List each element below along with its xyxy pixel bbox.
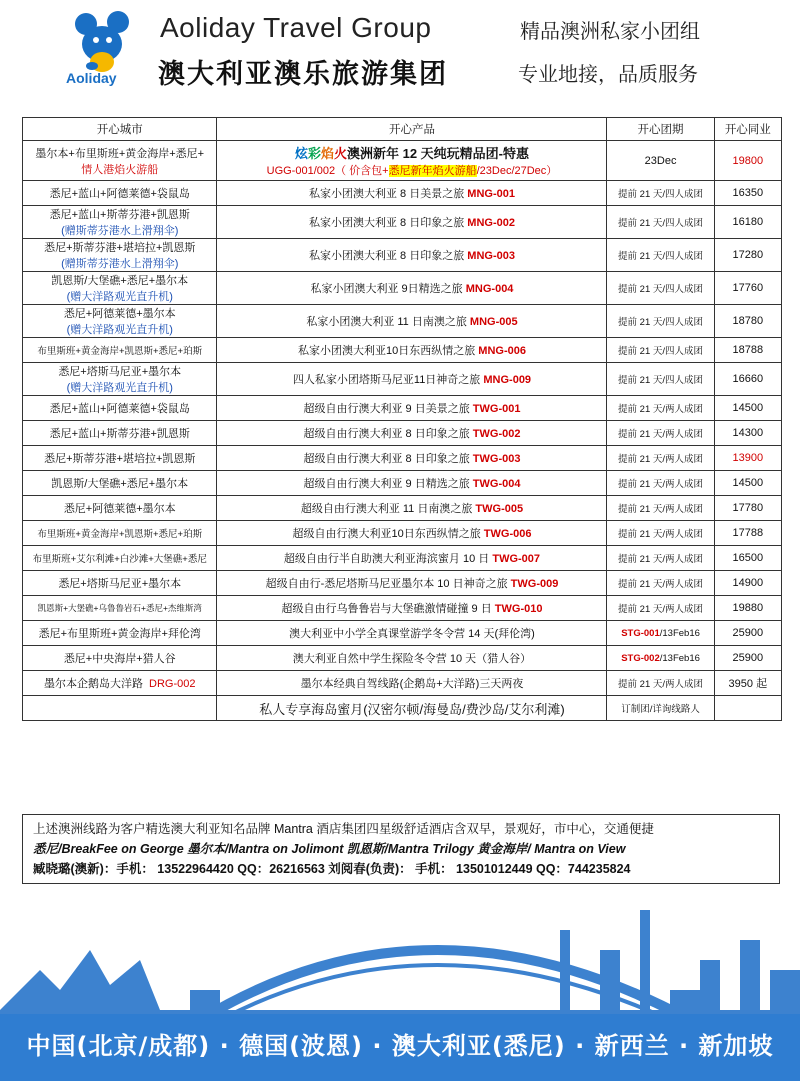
city-name: 布里斯班+艾尔利滩+白沙滩+大堡礁+悉尼 [32, 554, 207, 565]
product-cell [217, 181, 607, 206]
info-line-2: 悉尼/BreakFee on George 墨尔本/Mantra on Jolimont 凯恩斯/Mantra Trilogy 黄金海岸/ Mantra on View [33, 842, 626, 856]
price-cell [714, 696, 781, 721]
product-code: TWG-006 [483, 528, 532, 540]
header-product: 开心产品 [217, 118, 607, 141]
product-code-mid: 价含包+ [346, 165, 389, 177]
product-cell [217, 396, 607, 421]
date-cell [607, 305, 714, 338]
title-char: 彩 [307, 146, 321, 161]
city-cell [23, 546, 217, 571]
header-city: 开心城市 [23, 118, 217, 141]
city-name: 布里斯班+黄金海岸+凯恩斯+悉尼+珀斯 [37, 529, 203, 540]
city-cell [23, 596, 217, 621]
product-code: MNG-002 [467, 217, 515, 229]
product-cell [217, 338, 607, 363]
product-name: 私家小团澳大利亚10日东西纵情之旅 [297, 345, 476, 357]
date-cell [607, 596, 714, 621]
product-name: 私家小团澳大利亚 8 日印象之旅 [308, 217, 465, 229]
city-bonus: (赠大洋路观光直升机) [66, 382, 173, 394]
city-name: 凯恩斯/大堡礁+悉尼+墨尔本 [51, 478, 189, 490]
city-cell [23, 571, 217, 596]
city-cell [23, 305, 217, 338]
city-name: 悉尼+塔斯马尼亚+墨尔本 [58, 578, 182, 590]
city-bonus: (赠斯蒂芬港水上滑翔伞) [61, 225, 179, 237]
product-name: 私家小团澳大利亚 8 日美景之旅 [308, 188, 465, 200]
product-code: MNG-005 [469, 316, 518, 328]
price-cell: 16180 [714, 206, 781, 239]
date-cell [607, 521, 714, 546]
product-cell [217, 696, 607, 721]
date-cell: 23Dec [607, 141, 714, 181]
product-title [219, 143, 604, 162]
city-name: 悉尼+蓝山+斯蒂芬港+凯恩斯 [49, 428, 190, 440]
city-cell [23, 421, 217, 446]
product-name: 私人专享海岛蜜月(汉密尔顿/海曼岛/费沙岛/艾尔利滩) [259, 701, 565, 717]
product-cell [217, 471, 607, 496]
product-code: UGG-001/002（ [266, 165, 347, 177]
city-line-1: 墨尔本+布里斯班+黄金海岸+悉尼+ [35, 147, 205, 160]
date-value: 提前 21 天/四人成团 [618, 284, 704, 295]
city-cell [23, 646, 217, 671]
product-name: 超级自由行澳大利亚 9 日美景之旅 [303, 403, 470, 415]
product-name: 澳大利亚中小学全真课堂游学冬令营 14 天(拜伦湾) [289, 628, 535, 640]
city-name: 墨尔本企鹅岛大洋路 [44, 678, 143, 690]
product-name: 超级自由行澳大利亚 8 日印象之旅 [303, 428, 470, 440]
date-value: 提前 21 天/两人成团 [618, 504, 704, 515]
city-cell [23, 521, 217, 546]
date-cell [607, 239, 714, 272]
product-cell [217, 239, 607, 272]
price-cell: 16660 [714, 363, 781, 396]
date-value: 提前 21 天/四人成团 [618, 189, 704, 200]
brand-name-en: Aoliday Travel Group [160, 12, 432, 43]
city-cell [23, 396, 217, 421]
date-cell [607, 546, 714, 571]
date-value: 提前 21 天/四人成团 [618, 218, 704, 229]
product-code: TWG-009 [510, 578, 559, 590]
city-cell [23, 671, 217, 696]
slogan-line-1: 精品澳洲私家小团组 [520, 19, 700, 43]
product-cell [217, 206, 607, 239]
product-code: MNG-001 [467, 188, 515, 200]
date-value: 提前 21 天/两人成团 [618, 454, 704, 465]
product-code: MNG-004 [465, 283, 514, 295]
table-body [23, 181, 782, 721]
product-name: 澳大利亚自然中学生探险冬令营 10 天（猎人谷） [292, 653, 532, 665]
date-code: STG-002 [621, 652, 660, 664]
product-name: 超级自由行澳大利亚 11 日南澳之旅 [300, 503, 473, 515]
date-code: STG-001 [621, 627, 660, 639]
product-code: TWG-004 [472, 478, 521, 490]
city-cell [23, 141, 217, 181]
product-cell [217, 421, 607, 446]
table-row-featured[interactable] [23, 141, 782, 181]
price-cell: 19880 [714, 596, 781, 621]
city-name: 布里斯班+黄金海岸+凯恩斯+悉尼+珀斯 [37, 346, 203, 357]
price-cell: 17760 [714, 272, 781, 305]
date-value: /13Feb16 [659, 652, 700, 664]
table-row[interactable] [23, 596, 782, 621]
table-row[interactable] [23, 621, 782, 646]
price-cell: 19800 [714, 141, 781, 181]
product-cell [217, 305, 607, 338]
info-line-3: 臧晓璐(澳新)：手机： 13522964420 QQ：26216563 刘阅春(负责)： 手机： 13501012449 QQ：744235824 [33, 862, 631, 876]
date-cell [607, 696, 714, 721]
title-char: 火 [333, 146, 347, 161]
date-value: 提前 21 天/两人成团 [618, 529, 704, 540]
city-cell [23, 621, 217, 646]
city-cell [23, 181, 217, 206]
product-cell [217, 363, 607, 396]
product-code-end: /23Dec/27Dec） [476, 165, 558, 177]
date-cell [607, 421, 714, 446]
hotel-info-box [22, 814, 780, 884]
product-code: MNG-009 [483, 374, 532, 386]
product-cell [217, 141, 607, 181]
table-row[interactable] [23, 646, 782, 671]
city-name: 悉尼+斯蒂芬港+堪培拉+凯恩斯 [44, 453, 196, 465]
date-value: 提前 21 天/两人成团 [618, 479, 704, 490]
price-cell: 17280 [714, 239, 781, 272]
price-cell: 3950 起 [714, 671, 781, 696]
date-value: 提前 21 天/两人成团 [618, 404, 704, 415]
table-row[interactable] [23, 571, 782, 596]
product-code: MNG-003 [467, 250, 515, 262]
city-name: 悉尼+塔斯马尼亚+墨尔本 [58, 366, 182, 378]
product-name: 超级自由行澳大利亚10日东西纵情之旅 [292, 528, 481, 540]
city-bonus: (赠大洋路观光直升机) [66, 291, 173, 303]
city-name: 悉尼+阿德莱德+墨尔本 [63, 503, 176, 515]
price-cell: 14500 [714, 471, 781, 496]
city-cell [23, 338, 217, 363]
brand-name-cn: 澳大利亚澳乐旅游集团 [158, 59, 448, 90]
price-cell: 17788 [714, 521, 781, 546]
product-name: 墨尔本经典自驾线路(企鹅岛+大洋路)三天两夜 [300, 678, 524, 690]
city-name: 悉尼+斯蒂芬港+堪培拉+凯恩斯 [44, 242, 196, 254]
date-value: 提前 21 天/四人成团 [618, 317, 704, 328]
date-value: 提前 21 天/两人成团 [618, 679, 704, 690]
price-cell: 25900 [714, 621, 781, 646]
table-row[interactable] [23, 181, 782, 206]
title-char: 焰 [320, 146, 334, 161]
date-cell [607, 646, 714, 671]
city-name: 悉尼+中央海岸+猎人谷 [63, 653, 176, 665]
product-name: 私家小团澳大利亚 11 日南澳之旅 [306, 316, 467, 328]
city-name: 悉尼+蓝山+斯蒂芬港+凯恩斯 [49, 209, 190, 221]
product-cell [217, 671, 607, 696]
product-cell [217, 571, 607, 596]
city-name: 悉尼+蓝山+阿德莱德+袋鼠岛 [49, 403, 190, 415]
table-row[interactable] [23, 521, 782, 546]
date-cell [607, 671, 714, 696]
date-cell [607, 446, 714, 471]
table-row[interactable] [23, 671, 782, 696]
table-row[interactable] [23, 272, 782, 305]
price-cell: 18788 [714, 338, 781, 363]
price-cell: 14500 [714, 396, 781, 421]
header-price: 开心同业 [714, 118, 781, 141]
product-code: TWG-010 [494, 603, 543, 615]
footer-locations: 中国(北京/成都) · 德国(波恩) · 澳大利亚(悉尼) · 新西兰 · 新加坡 [26, 1032, 774, 1060]
table-row[interactable] [23, 546, 782, 571]
price-cell: 25900 [714, 646, 781, 671]
page-header [0, 0, 800, 110]
table-row[interactable] [23, 396, 782, 421]
table-row[interactable] [23, 421, 782, 446]
product-cell [217, 621, 607, 646]
date-value: 提前 21 天/两人成团 [618, 604, 704, 615]
product-name: 超级自由行半自助澳大利亚海滨蜜月 10 日 [283, 553, 490, 565]
city-name: 凯恩斯+大堡礁+乌鲁鲁岩石+悉尼+杰维斯湾 [37, 603, 202, 613]
date-cell [607, 396, 714, 421]
city-cell [23, 363, 217, 396]
date-cell [607, 338, 714, 363]
table-header-row [23, 118, 782, 141]
product-code: TWG-003 [472, 453, 521, 465]
city-cell [23, 206, 217, 239]
product-code: TWG-001 [472, 403, 521, 415]
table-row[interactable] [23, 496, 782, 521]
table-row[interactable] [23, 446, 782, 471]
table-row[interactable] [23, 696, 782, 721]
product-cell [217, 596, 607, 621]
city-cell [23, 471, 217, 496]
product-code: MNG-006 [478, 345, 526, 357]
date-cell [607, 496, 714, 521]
table-row[interactable] [23, 363, 782, 396]
price-cell: 13900 [714, 446, 781, 471]
product-name: 超级自由行乌鲁鲁岩与大堡礁激情碰撞 9 日 [281, 603, 492, 615]
logo-text: Aoliday [66, 70, 117, 86]
product-name: 超级自由行澳大利亚 9 日精选之旅 [303, 478, 470, 490]
date-cell [607, 471, 714, 496]
date-value: 提前 21 天/四人成团 [618, 346, 704, 357]
date-value: 提前 21 天/两人成团 [618, 554, 704, 565]
city-cell [23, 239, 217, 272]
date-value: /13Feb16 [659, 627, 700, 639]
date-cell [607, 571, 714, 596]
product-name: 超级自由行-悉尼塔斯马尼亚墨尔本 10 日神奇之旅 [265, 578, 508, 590]
product-cell [217, 546, 607, 571]
product-highlight: 悉尼新年焰火游船 [388, 165, 477, 177]
table-row[interactable] [23, 305, 782, 338]
title-char: 炫 [294, 146, 308, 161]
city-cell [23, 496, 217, 521]
city-name: 凯恩斯/大堡礁+悉尼+墨尔本 [51, 275, 189, 287]
product-cell [217, 521, 607, 546]
product-cell [217, 646, 607, 671]
product-table [22, 117, 782, 721]
slogan-line-2: 专业地接，品质服务 [518, 62, 698, 86]
product-code: TWG-007 [492, 553, 541, 565]
date-value: 提前 21 天/两人成团 [618, 579, 704, 590]
product-code-line [219, 162, 604, 178]
price-cell: 16500 [714, 546, 781, 571]
city-bonus: (赠斯蒂芬港水上滑翔伞) [61, 258, 179, 270]
date-cell [607, 272, 714, 305]
city-cell [23, 696, 217, 721]
city-name: 悉尼+阿德莱德+墨尔本 [63, 308, 176, 320]
product-name: 私家小团澳大利亚 9日精选之旅 [310, 283, 463, 295]
table-row[interactable] [23, 471, 782, 496]
product-cell [217, 496, 607, 521]
date-value: 提前 21 天/两人成团 [618, 429, 704, 440]
date-cell [607, 621, 714, 646]
city-line-2: 情人港焰火游船 [81, 163, 159, 176]
product-code: TWG-005 [475, 503, 524, 515]
product-cell [217, 446, 607, 471]
price-cell: 14900 [714, 571, 781, 596]
date-cell [607, 206, 714, 239]
date-value: 提前 21 天/四人成团 [618, 375, 704, 386]
price-cell: 14300 [714, 421, 781, 446]
title-text: 澳洲新年 12 天纯玩精品团-特惠 [347, 146, 530, 161]
product-cell [217, 272, 607, 305]
product-name: 私家小团澳大利亚 8 日印象之旅 [308, 250, 465, 262]
date-cell [607, 181, 714, 206]
product-name: 超级自由行澳大利亚 8 日印象之旅 [303, 453, 470, 465]
date-cell [607, 363, 714, 396]
date-value: 提前 21 天/四人成团 [618, 251, 704, 262]
city-cell [23, 446, 217, 471]
product-code: TWG-002 [472, 428, 521, 440]
city-name: 悉尼+布里斯班+黄金海岸+拜伦湾 [38, 628, 201, 640]
header-date: 开心团期 [607, 118, 714, 141]
product-name: 四人私家小团塔斯马尼亚11日神奇之旅 [292, 374, 481, 386]
city-cell [23, 272, 217, 305]
city-code: DRG-002 [149, 678, 196, 690]
info-line-1: 上述澳洲线路为客户精选澳大利亚知名品牌 Mantra 酒店集团四星级舒适酒店含双早，景观好，市中心，交通便捷 [33, 822, 654, 836]
city-bonus: (赠大洋路观光直升机) [66, 324, 173, 336]
price-cell: 18780 [714, 305, 781, 338]
price-cell: 16350 [714, 181, 781, 206]
date-value: 订制团/详询线路人 [621, 704, 700, 715]
table-row[interactable] [23, 338, 782, 363]
table-row[interactable] [23, 239, 782, 272]
table-row[interactable] [23, 206, 782, 239]
price-cell: 17780 [714, 496, 781, 521]
city-name: 悉尼+蓝山+阿德莱德+袋鼠岛 [49, 188, 190, 200]
